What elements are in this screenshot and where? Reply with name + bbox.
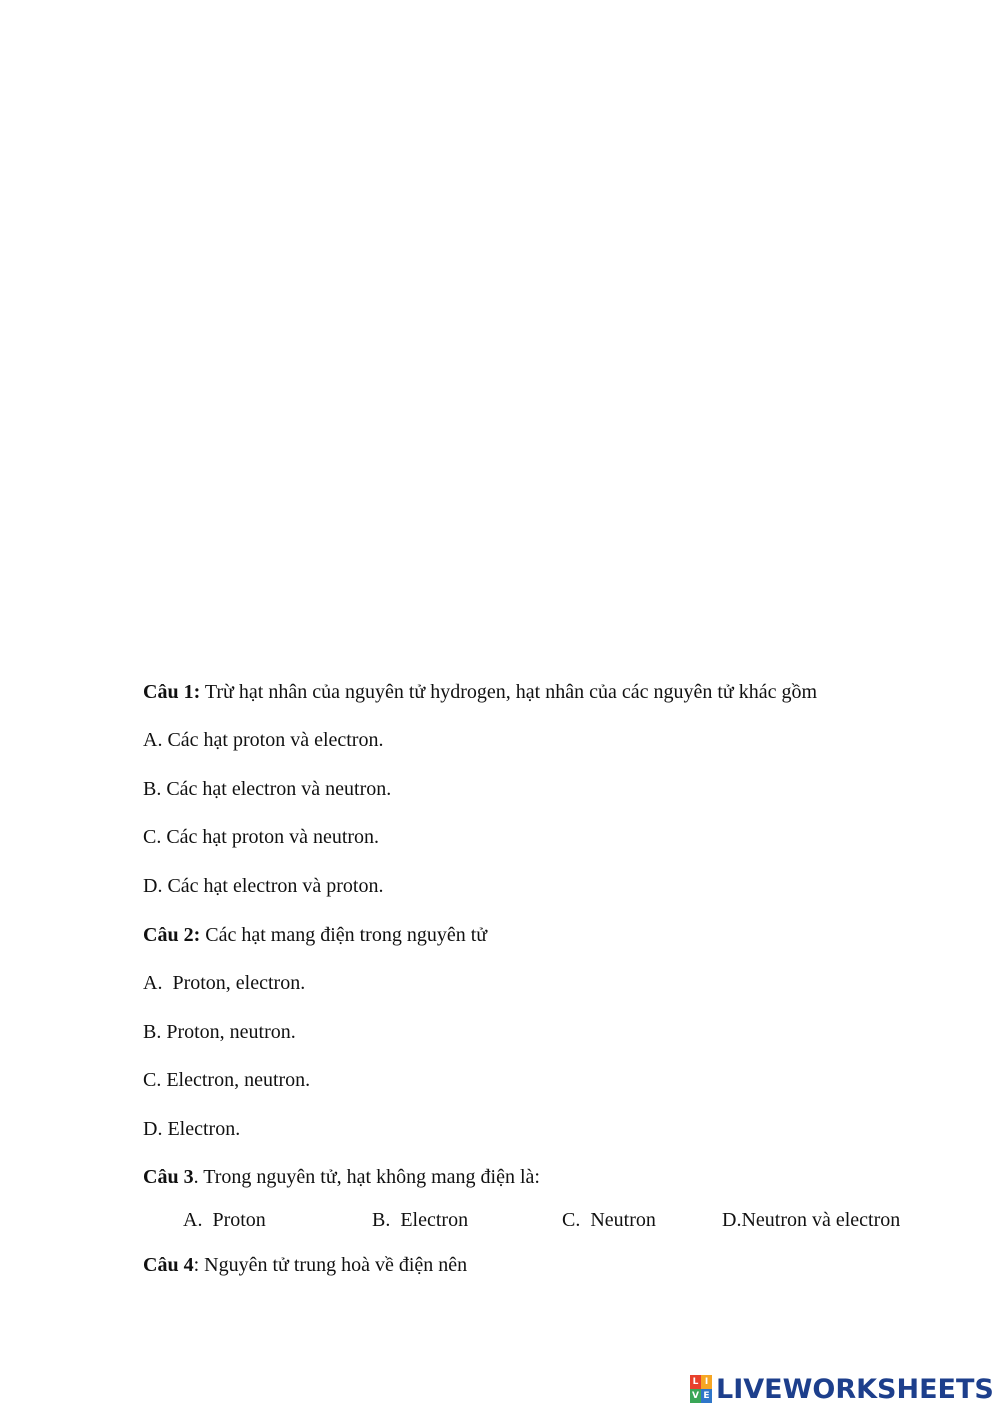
logo-tile-l: L bbox=[690, 1375, 701, 1389]
question-3-text: . Trong nguyên tử, hạt không mang điện là: bbox=[193, 1166, 540, 1188]
question-2-option-c: C. Electron, neutron. bbox=[143, 1069, 311, 1091]
question-4 bbox=[143, 1253, 467, 1277]
question-1-option-d: D. Các hạt electron và proton. bbox=[143, 875, 384, 897]
question-2-option-a: A. Proton, electron. bbox=[143, 972, 306, 994]
question-3-option-c: C. Neutron bbox=[562, 1209, 656, 1231]
question-2-option-b: B. Proton, neutron. bbox=[143, 1021, 296, 1043]
liveworksheets-logo-text: LIVEWORKSHEETS bbox=[716, 1373, 994, 1405]
question-1-label: Câu 1: bbox=[143, 681, 201, 703]
logo-tile-v: V bbox=[690, 1389, 701, 1403]
logo-tile-e: E bbox=[701, 1389, 712, 1403]
question-3-label: Câu 3 bbox=[143, 1166, 194, 1188]
question-3-option-d: D.Neutron và electron bbox=[722, 1209, 901, 1231]
question-1-option-a: A. Các hạt proton và electron. bbox=[143, 729, 384, 751]
question-3 bbox=[143, 1165, 540, 1189]
question-2 bbox=[143, 923, 487, 947]
question-1-option-c: C. Các hạt proton và neutron. bbox=[143, 826, 380, 848]
question-1 bbox=[143, 680, 817, 704]
question-1-option-b: B. Các hạt electron và neutron. bbox=[143, 778, 392, 800]
question-4-label: Câu 4 bbox=[143, 1254, 194, 1276]
liveworksheets-logo bbox=[690, 1371, 994, 1407]
question-1-text: Trừ hạt nhân của nguyên tử hydrogen, hạt nhân của các nguyên tử khác gồm bbox=[200, 681, 818, 703]
logo-tile-i: I bbox=[701, 1375, 712, 1389]
liveworksheets-logo-icon bbox=[690, 1375, 712, 1403]
question-2-label: Câu 2: bbox=[143, 924, 201, 946]
question-3-option-b: B. Electron bbox=[372, 1209, 469, 1231]
question-4-text: : Nguyên tử trung hoà về điện nên bbox=[193, 1254, 468, 1276]
question-2-text: Các hạt mang điện trong nguyên tử bbox=[200, 924, 488, 946]
question-3-option-a: A. Proton bbox=[183, 1209, 266, 1231]
question-2-option-d: D. Electron. bbox=[143, 1118, 241, 1140]
